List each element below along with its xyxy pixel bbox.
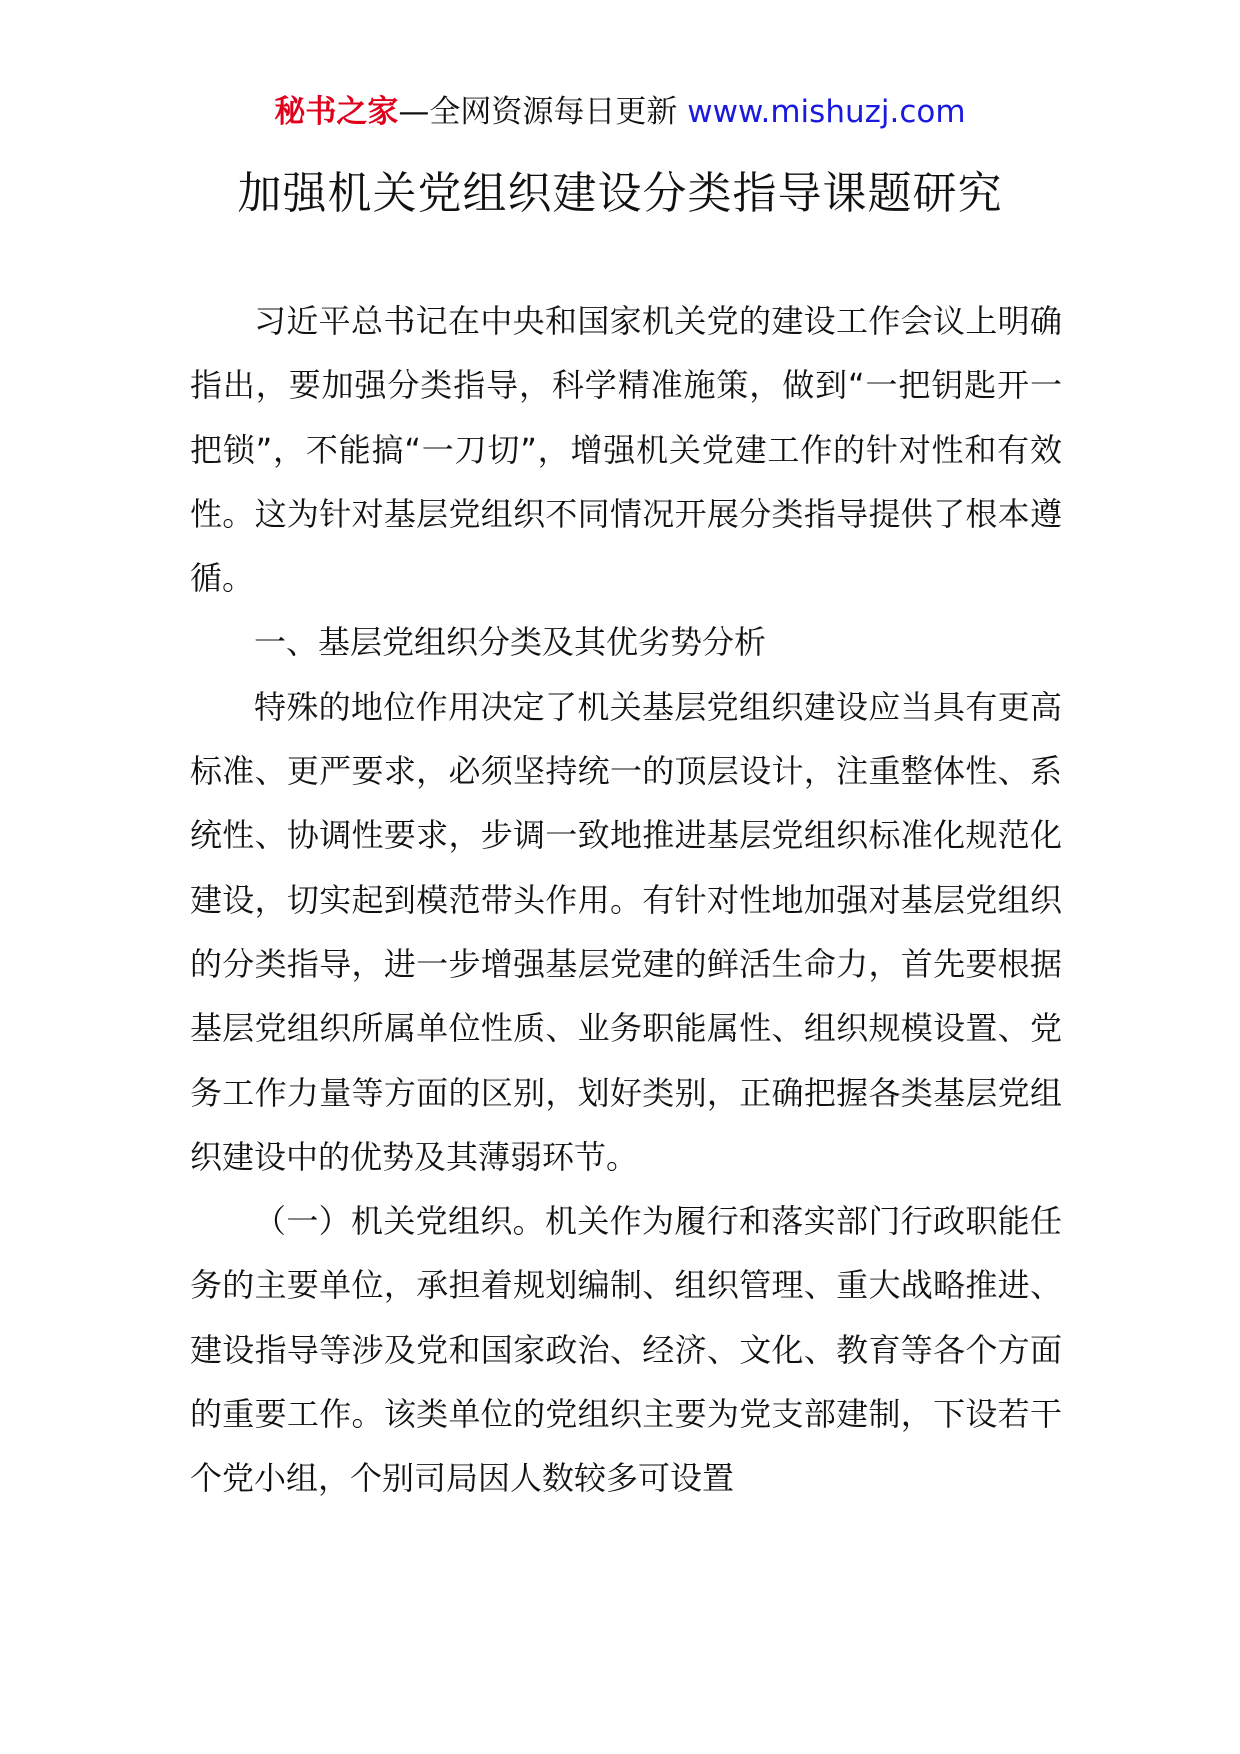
site-tagline: —全网资源每日更新 — [398, 94, 688, 130]
document-title: 加强机关党组织建设分类指导课题研究 — [237, 168, 1003, 219]
site-url-link[interactable]: www.mishuzj.com — [687, 94, 966, 130]
paragraph-subsection-1: （一）机关党组织。机关作为履行和落实部门行政职能任务的主要单位，承担着规划编制、组织管理、重大战略推进、建设指导等涉及党和国家政治、经济、文化、教育等各个方面的重要工作。该类单位的党组织主要为党支部建制，下设若干个党小组，个别司局因人数较多可设置 — [190, 1202, 1062, 1498]
site-brand: 秘书之家 — [274, 94, 399, 130]
section-heading-1: 一、基层党组织分类及其优劣势分析 — [254, 623, 767, 662]
paragraph-intro: 习近平总书记在中央和国家机关党的建设工作会议上明确指出，要加强分类指导，科学精准施策，做到“一把钥匙开一把锁”，不能搞“一刀切”，增强机关党建工作的针对性和有效性。这为针对基层党组织不同情况开展分类指导提供了根本遵循。 — [190, 302, 1062, 598]
site-header — [0, 92, 1240, 132]
paragraph-section-1: 特殊的地位作用决定了机关基层党组织建设应当具有更高标准、更严要求，必须坚持统一的顶层设计，注重整体性、系统性、协调性要求，步调一致地推进基层党组织标准化规范化建设，切实起到模范带头作用。有针对性地加强对基层党组织的分类指导，进一步增强基层党建的鲜活生命力，首先要根据基层党组织所属单位性质、业务职能属性、组织规模设置、党务工作力量等方面的区别，划好类别，正确把握各类基层党组织建设中的优势及其薄弱环节。 — [190, 687, 1062, 1176]
document-body — [190, 289, 1062, 1511]
